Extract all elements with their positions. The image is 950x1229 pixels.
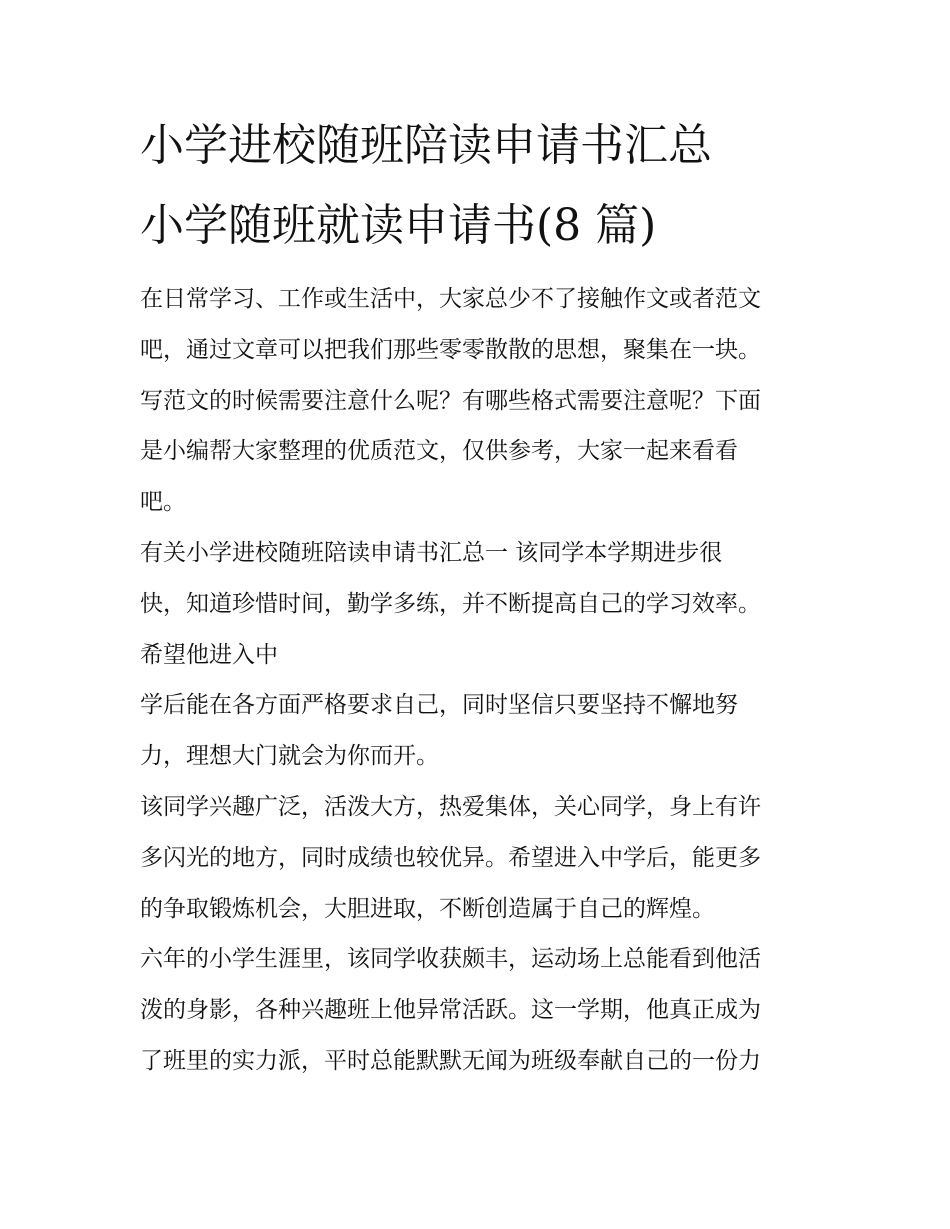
document-title-line-2: 小学随班就读申请书(8 篇)	[140, 200, 657, 251]
body-line: 有关小学进校随班陪读申请书汇总一 该同学本学期进步很	[140, 540, 723, 566]
body-line: 写范文的时候需要注意什么呢？有哪些格式需要注意呢？下面	[140, 388, 761, 414]
body-line: 多闪光的地方，同时成绩也较优异。希望进入中学后，能更多	[140, 845, 761, 871]
body-line: 了班里的实力派，平时总能默默无闻为班级奉献自己的一份力	[140, 1048, 761, 1074]
body-line: 吧，通过文章可以把我们那些零零散散的思想，聚集在一块。	[140, 337, 761, 363]
body-line: 快，知道珍惜时间，勤学多练，并不断提高自己的学习效率。	[140, 591, 761, 617]
body-line: 在日常学习、工作或生活中，大家总少不了接触作文或者范文	[140, 286, 761, 312]
body-line: 是小编帮大家整理的优质范文，仅供参考，大家一起来看看	[140, 438, 738, 464]
body-line: 吧。	[140, 489, 186, 515]
body-line: 泼的身影，各种兴趣班上他异常活跃。这一学期，他真正成为	[140, 997, 761, 1023]
body-line: 该同学兴趣广泛，活泼大方，热爱集体，关心同学，身上有许	[140, 794, 761, 820]
body-line: 学后能在各方面严格要求自己，同时坚信只要坚持不懈地努	[140, 692, 738, 718]
body-line: 的争取锻炼机会，大胆进取，不断创造属于自己的辉煌。	[140, 896, 715, 922]
body-line: 力，理想大门就会为你而开。	[140, 743, 439, 769]
document-title-line-1: 小学进校随班陪读申请书汇总	[140, 120, 712, 171]
body-line: 希望他进入中	[140, 642, 278, 668]
body-line: 六年的小学生涯里，该同学收获颇丰，运动场上总能看到他活	[140, 946, 761, 972]
